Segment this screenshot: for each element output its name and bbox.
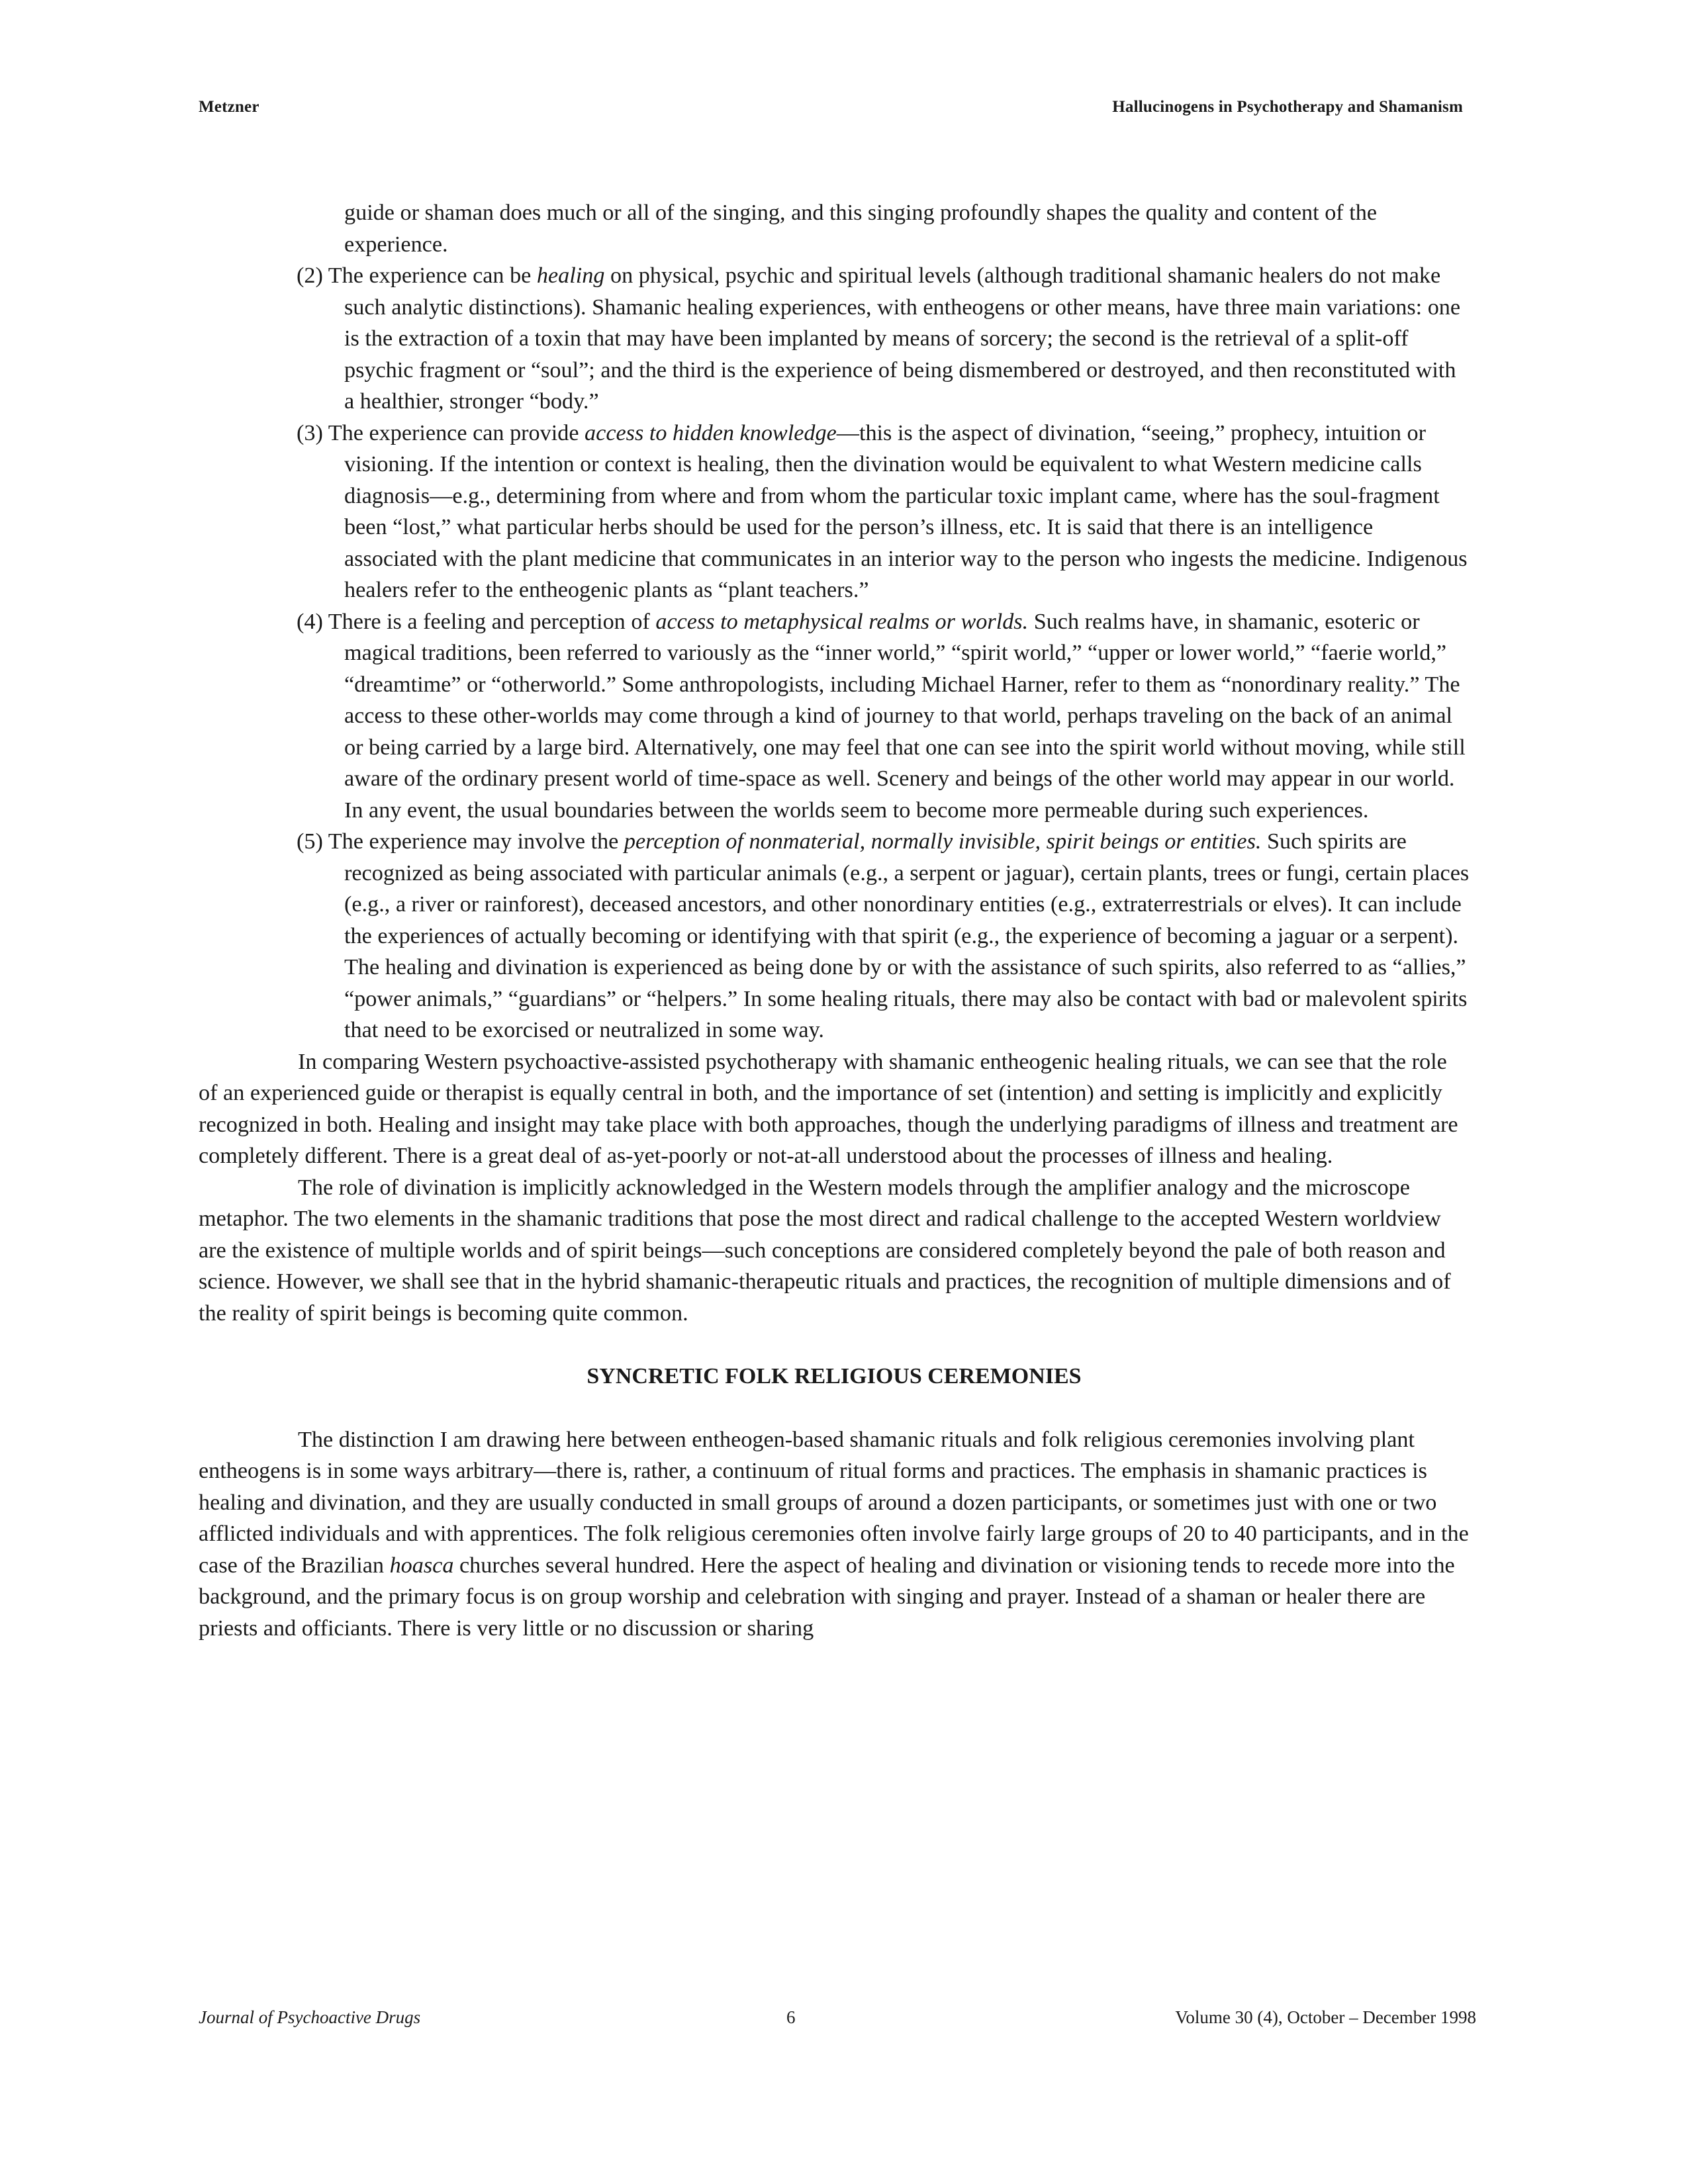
list-item	[199, 260, 1470, 418]
item-number: (5)	[297, 829, 328, 854]
section-heading: SYNCRETIC FOLK RELIGIOUS CEREMONIES	[586, 1364, 1082, 1388]
item-emphasis: perception of nonmaterial, normally invisible, spirit beings or entities.	[624, 829, 1262, 854]
item-emphasis: access to metaphysical realms or worlds.	[655, 609, 1029, 634]
item-text: The experience can be	[328, 263, 537, 288]
item-emphasis: access to hidden knowledge	[585, 420, 837, 445]
item-text: The experience may involve the	[328, 829, 624, 854]
running-header-title: Hallucinogens in Psychotherapy and Shamanism	[1112, 98, 1463, 116]
footer-journal: Journal of Psychoactive Drugs	[199, 2007, 421, 2027]
footer-page-number: 6	[786, 2007, 796, 2027]
paragraph-text: The distinction I am drawing here between entheogen-based shamanic rituals and folk religious ceremonies involving plant entheogens is in some ways arbitrary—there is, rather, a continuum of ritual forms and practices. The emphasis in shamanic practices is healing and divination, and they are usually conducted in small groups of around a dozen participants, or sometimes just with one or two afflicted individuals and with apprentices. The folk religious ceremonies often involve fairly large groups of 20 to 40 participants, and in the case of the Brazilian	[199, 1427, 1469, 1578]
paragraph-divination: The role of divination is implicitly acknowledged in the Western models through the amplifier analogy and the microscope metaphor. The two elements in the shamanic traditions that pose the most direct and radical challenge to the accepted Western worldview are the existence of multiple worlds and of spirit beings—such conceptions are considered completely beyond the pale of both reason and science. However, we shall see that in the hybrid shamanic-therapeutic rituals and practices, the recognition of multiple dimensions and of the reality of spirit beings is becoming quite common.	[199, 1175, 1451, 1326]
paragraph-text: churches several hundred. Here the aspect of healing and divination or visioning tends to recede more into the background, and the primary focus is on group worship and celebration with singing and prayer. Instead of a shaman or healer there are priests and officiants. There is very little or no discussion or sharing	[199, 1553, 1455, 1641]
item-text: on physical, psychic and spiritual levels (although traditional shamanic healers do not make such analytic distinctions). Shamanic healing experiences, with entheogens or other means, have three main variations: one is the extraction of a toxin that may have been implanted by means of sorcery; the second is the retrieval of a split-off psychic fragment or “soul”; and the third is the experience of being dismembered or destroyed, and then reconstituted with a healthier, stronger “body.”	[344, 263, 1461, 414]
running-header-author: Metzner	[199, 98, 259, 116]
paragraph-comparison: In comparing Western psychoactive-assisted psychotherapy with shamanic entheogenic healing rituals, we can see that the role of an experienced guide or therapist is equally central in both, and the importance of set (intention) and setting is implicitly and explicitly recognized in both. Healing and insight may take place with both approaches, though the underlying paradigms of illness and treatment are completely different. There is a great deal of as-yet-poorly or not-at-all understood about the processes of illness and healing.	[199, 1049, 1458, 1168]
item-text: Such spirits are recognized as being associated with particular animals (e.g., a serpent or jaguar), certain plants, trees or fungi, certain places (e.g., a river or rainforest), deceased ancestors, and other nonordinary entities (e.g., extraterrestrials or elves). It can include the experiences of actually becoming or identifying with that spirit (e.g., the experience of becoming a jaguar or a serpent). The healing and divination is experienced as being done by or with the assistance of such spirits, also referred to as “allies,” “power animals,” “guardians” or “helpers.” In some healing rituals, there may also be contact with bad or malevolent spirits that need to be exorcised or neutralized in some way.	[344, 829, 1470, 1042]
continuation-paragraph: guide or shaman does much or all of the singing, and this singing profoundly shapes the quality and content of the experience.	[344, 201, 1377, 257]
item-text: The experience can provide	[328, 420, 585, 445]
item-emphasis: healing	[536, 263, 605, 288]
paragraph-emphasis: hoasca	[389, 1553, 454, 1578]
item-text: —this is the aspect of divination, “seeing,” prophecy, intuition or visioning. If the intention or context is healing, then the divination would be equivalent to what Western medicine calls diagnosis—e.g., determining from where and from whom the particular toxic implant came, where has the soul-fragment been “lost,” what particular herbs should be used for the person’s illness, etc. It is said that there is an intelligence associated with the plant medicine that communicates in an interior way to the person who ingests the medicine. Indigenous healers refer to the entheogenic plants as “plant teachers.”	[344, 420, 1468, 602]
list-item	[199, 606, 1470, 827]
list-item	[199, 418, 1470, 606]
item-number: (3)	[297, 420, 328, 445]
item-text: Such realms have, in shamanic, esoteric or magical traditions, been referred to variously as the “inner world,” “spirit world,” “upper or lower world,” “faerie world,” “dreamtime” or “otherworld.” Some anthropologists, including Michael Harner, refer to them as “nonordinary reality.” The access to these other-worlds may come through a kind of journey to that world, perhaps traveling on the back of an animal or being carried by a large bird. Alternatively, one may feel that one can see into the spirit world without moving, while still aware of the ordinary present world of time-space as well. Scenery and beings of the other world may appear in our world. In any event, the usual boundaries between the worlds seem to become more permeable during such experiences.	[344, 609, 1466, 823]
body-text	[199, 197, 1470, 1644]
paragraph-folk-ceremonies	[199, 1424, 1470, 1645]
item-number: (2)	[297, 263, 328, 288]
item-number: (4)	[297, 609, 328, 634]
item-text: There is a feeling and perception of	[328, 609, 656, 634]
footer-volume: Volume 30 (4), October – December 1998	[1175, 2007, 1476, 2027]
list-item	[199, 826, 1470, 1046]
